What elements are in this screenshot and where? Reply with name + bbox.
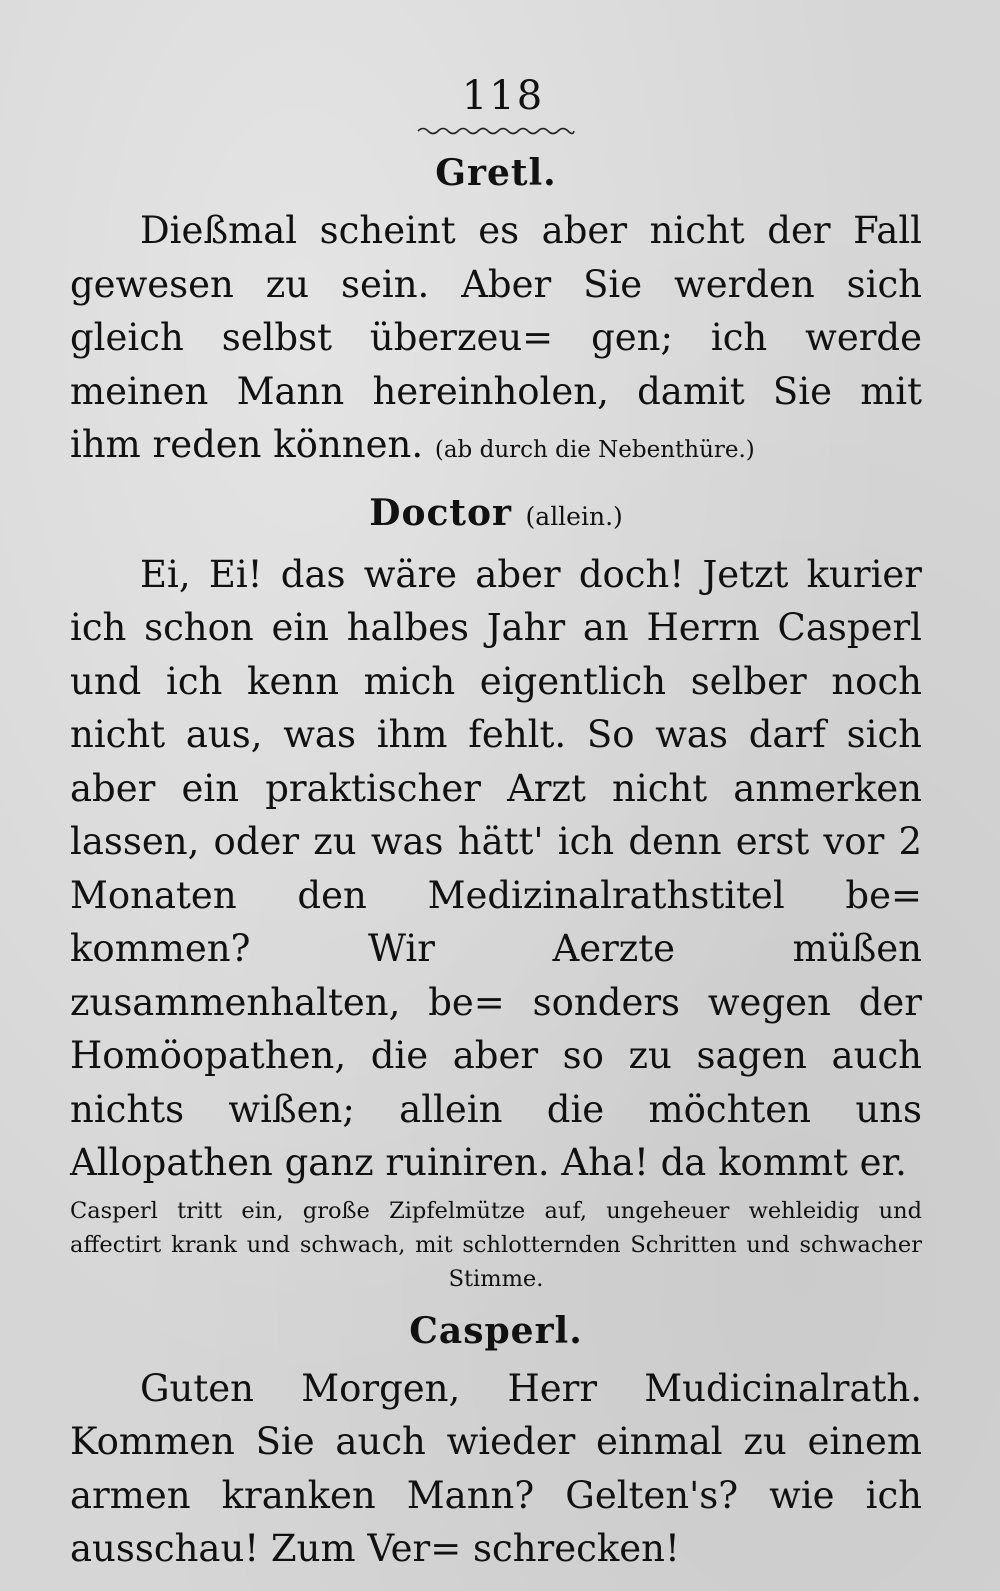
speaker-name: Doctor <box>369 491 512 534</box>
speaker-name: Casperl. <box>409 1309 583 1352</box>
speaker-doctor <box>70 488 922 542</box>
stage-note: (ab durch die Nebenthüre.) <box>434 437 755 463</box>
stage-direction: Casperl tritt ein, große Zipfelmütze auf, ungeheuer wehleidig und affectirt krank und schwach, mit schlotternden Schritten und schwacher Stimme. <box>70 1197 922 1292</box>
speech-doctor <box>70 548 922 1190</box>
speech-text: Dießmal scheint es aber nicht der Fall gewesen zu sein. Aber Sie werden sich gleich selbst überzeu= gen; ich werde meinen Mann hereinholen, damit Sie mit ihm reden können. <box>70 209 922 466</box>
speech-text: Ei, Ei! das wäre aber doch! Jetzt kurier ich schon ein halbes Jahr an Herrn Casperl und ich kenn mich eigentlich selber noch nicht aus, was ihm fehlt. So was darf sich aber ein praktischer Arzt nicht anmerken lassen, oder zu was hätt' ich denn erst vor 2 Monaten den Medizinalrathstitel be= kommen? Wir Aerzte müßen zusammenhalten, be= sonders wegen der Homöopathen, die aber so zu sagen auch nichts wißen; allein die möchten uns Allopathen ganz ruiniren. Aha! da kommt er. <box>70 552 922 1184</box>
speaker-gretl <box>70 148 922 198</box>
speaker-casperl <box>70 1306 922 1356</box>
speech-gretl <box>70 204 922 478</box>
page-number: 118 <box>461 73 545 119</box>
speech-text: Guten Morgen, Herr Mudicinalrath. Kommen Sie auch wieder einmal zu einem armen kranken Mann? Gelten's? wie ich ausschau! Zum Ver= schrecken! <box>70 1366 922 1570</box>
speaker-note: (allein.) <box>525 501 623 531</box>
speaker-name: Gretl. <box>435 152 557 194</box>
wavy-rule-ornament <box>416 124 576 138</box>
speech-casperl <box>70 1362 922 1576</box>
